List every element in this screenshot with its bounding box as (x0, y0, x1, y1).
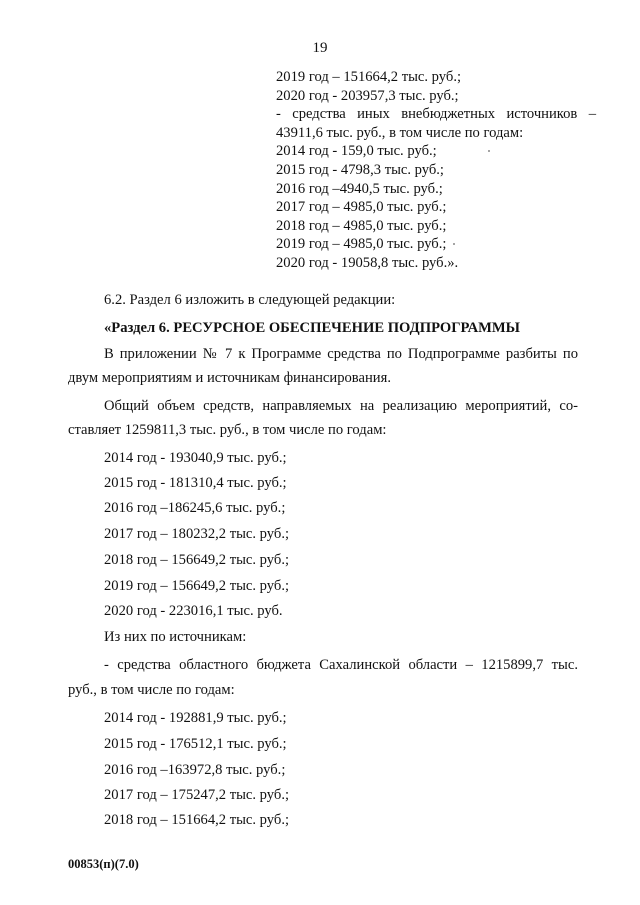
paragraph-line: В приложении № 7 к Программе средства по Подпрограмме разбиты по (104, 346, 578, 362)
list-item: 2015 год - 4798,3 тыс. руб.; (276, 161, 444, 178)
list-item: 2016 год –4940,5 тыс. руб.; (276, 180, 443, 197)
section-intro: 6.2. Раздел 6 изложить в следующей редакции: (104, 292, 396, 308)
footer-code: 00853(п)(7.0) (68, 857, 139, 871)
list-item: 2015 год - 176512,1 тыс. руб.; (104, 736, 287, 752)
list-item: 2017 год – 175247,2 тыс. руб.; (104, 787, 290, 803)
list-item: - средства иных внебюджетных источников – (276, 106, 596, 123)
list-item: 2020 год - 19058,8 тыс. руб.». (276, 254, 459, 271)
list-item: 2017 год – 180232,2 тыс. руб.; (104, 526, 290, 542)
list-item: 2019 год – 151664,2 тыс. руб.; (276, 69, 462, 85)
list-item: 2016 год –163972,8 тыс. руб.; (104, 762, 286, 778)
scan-speck (453, 243, 455, 245)
list-item: 2018 год – 4985,0 тыс. руб.; (276, 217, 447, 234)
list-item: 2017 год – 4985,0 тыс. руб.; (276, 199, 447, 216)
continued-funding-list (276, 68, 596, 273)
sources-intro: Из них по источникам: (104, 629, 247, 645)
list-item: 2018 год – 156649,2 тыс. руб.; (104, 552, 290, 568)
list-item: 2014 год - 159,0 тыс. руб.; (276, 143, 437, 160)
paragraph-line: руб., в том числе по годам: (68, 682, 235, 698)
paragraph-line: - средства областного бюджета Сахалинской области – 1215899,7 тыс. (104, 657, 578, 673)
list-item: 2018 год – 151664,2 тыс. руб.; (104, 812, 290, 828)
page-number: 19 (312, 40, 328, 56)
list-item: 2020 год - 223016,1 тыс. руб. (104, 603, 283, 619)
section-heading: «Раздел 6. РЕСУРСНОЕ ОБЕСПЕЧЕНИЕ ПОДПРОГРАММЫ (104, 320, 521, 336)
paragraph-line: Общий объем средств, направляемых на реализацию мероприятий, со- (104, 398, 578, 414)
list-item: 2019 год – 156649,2 тыс. руб.; (104, 578, 290, 594)
list-item: 2014 год - 193040,9 тыс. руб.; (104, 450, 287, 466)
paragraph-line: ставляет 1259811,3 тыс. руб., в том числе по годам: (68, 422, 387, 438)
list-item: 2014 год - 192881,9 тыс. руб.; (104, 710, 287, 726)
paragraph-line: двум мероприятиям и источникам финансирования. (68, 370, 391, 386)
list-item: 2016 год –186245,6 тыс. руб.; (104, 500, 286, 516)
list-item: 2020 год - 203957,3 тыс. руб.; (276, 87, 459, 104)
list-item: 2015 год - 181310,4 тыс. руб.; (104, 475, 287, 491)
scan-speck (488, 150, 490, 152)
list-item: 43911,6 тыс. руб., в том числе по годам: (276, 124, 524, 141)
list-item: 2019 год – 4985,0 тыс. руб.; (276, 236, 447, 253)
